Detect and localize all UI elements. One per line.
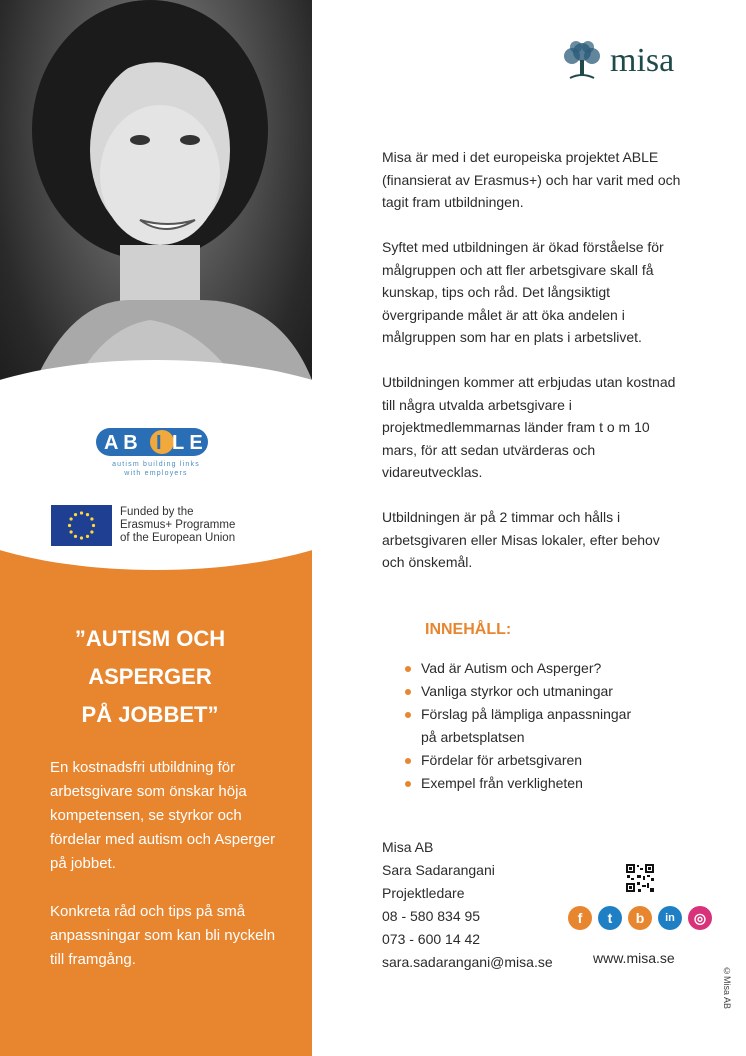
misa-wordmark: misa <box>610 42 675 79</box>
eu-flag-icon <box>51 505 112 546</box>
contact-role: Projektledare <box>382 885 465 901</box>
svg-text:I: I <box>156 432 162 454</box>
tips-paragraph: Konkreta råd och tips på små anpassningar som kan bli nyckeln till framgång. <box>50 903 276 968</box>
bullet-icon <box>405 781 411 787</box>
eu-text-line-3: of the European Union <box>120 532 236 544</box>
left-column <box>0 0 312 1056</box>
list-item <box>405 657 705 680</box>
content-heading: INNEHÅLL: <box>425 621 512 638</box>
instagram-icon[interactable]: ◎ <box>688 906 712 930</box>
list-item <box>405 749 705 772</box>
tree-icon <box>558 38 606 82</box>
list-item-text: Fördelar för arbetsgivaren <box>421 752 583 768</box>
able-logo <box>96 428 208 456</box>
blog-icon[interactable]: b <box>628 906 652 930</box>
headline-line-1: ”AUTISM OCH <box>74 626 226 651</box>
left-body-text <box>50 756 290 972</box>
svg-text:A B: A B <box>104 432 138 454</box>
content-list <box>405 657 705 795</box>
paragraph-2: Syftet med utbildningen är ökad förståelse för målgruppen och att fler arbetsgivare skall få kunskap, tips och råd. Det långsiktigt övergripande målet är att öka andelen i målgruppen som har en plats i arbetslivet. <box>382 239 664 345</box>
bullet-icon <box>405 758 411 764</box>
eu-text-line-2: Erasmus+ Programme <box>120 519 236 531</box>
list-item-text: Vad är Autism och Asperger? <box>421 660 602 676</box>
qr-code-icon[interactable] <box>625 863 655 893</box>
right-body-text <box>382 146 682 596</box>
bullet-icon <box>405 689 411 695</box>
list-item <box>405 703 705 726</box>
contact-name: Sara Sadarangani <box>382 862 495 878</box>
svg-text:L E: L E <box>172 432 203 454</box>
able-tagline <box>0 460 312 478</box>
list-item-text: Exempel från verkligheten <box>421 775 583 791</box>
list-item <box>405 772 705 795</box>
company-name: Misa AB <box>382 839 434 855</box>
intro-paragraph: En kostnadsfri utbildning för arbetsgivare som önskar höja kompetensen, se styrkor och fördelar med autism och Asperger på jobbet. <box>50 759 276 872</box>
list-item <box>405 680 705 703</box>
linkedin-icon[interactable]: in <box>658 906 682 930</box>
list-item-text: på arbetsplatsen <box>421 729 525 745</box>
eu-text-line-1: Funded by the <box>120 506 194 518</box>
eu-funding-text <box>120 506 270 545</box>
paragraph-4: Utbildningen är på 2 timmar och hålls i arbetsgivaren eller Misas lokaler, efter behov och önskemål. <box>382 509 660 570</box>
portrait-photo <box>0 0 312 420</box>
website-link[interactable]: www.misa.se <box>593 950 675 966</box>
list-item-text: Förslag på lämpliga anpassningar <box>421 706 632 722</box>
able-tagline-line-2: with employers <box>124 470 188 477</box>
bullet-icon <box>405 712 411 718</box>
list-item-continuation <box>405 726 705 749</box>
twitter-icon[interactable]: t <box>598 906 622 930</box>
social-icons <box>568 906 712 930</box>
paragraph-1: Misa är med i det europeiska projektet ABLE (finansierat av Erasmus+) och har varit med och tagit fram utbildningen. <box>382 149 681 210</box>
headline-line-2: ASPERGER <box>88 664 212 689</box>
phone-number-2[interactable]: 073 - 600 14 42 <box>382 931 481 947</box>
copyright-text: ©Misa AB <box>722 966 732 1010</box>
headline <box>0 620 300 734</box>
contact-block <box>382 836 582 974</box>
list-item-text: Vanliga styrkor och utmaningar <box>421 683 613 699</box>
paragraph-3: Utbildningen kommer att erbjudas utan kostnad till några utvalda arbetsgivare i projektmedlemmarnas länder fram t o m 10 mars, för att sedan utvärderas och vidareutvecklas. <box>382 374 676 480</box>
phone-number-1[interactable]: 08 - 580 834 95 <box>382 908 481 924</box>
email-link[interactable]: sara.sadarangani@misa.se <box>382 954 553 970</box>
headline-line-3: PÅ JOBBET” <box>81 702 219 727</box>
facebook-icon[interactable]: f <box>568 906 592 930</box>
bullet-icon <box>405 666 411 672</box>
able-tagline-line-1: autism building links <box>112 461 200 468</box>
